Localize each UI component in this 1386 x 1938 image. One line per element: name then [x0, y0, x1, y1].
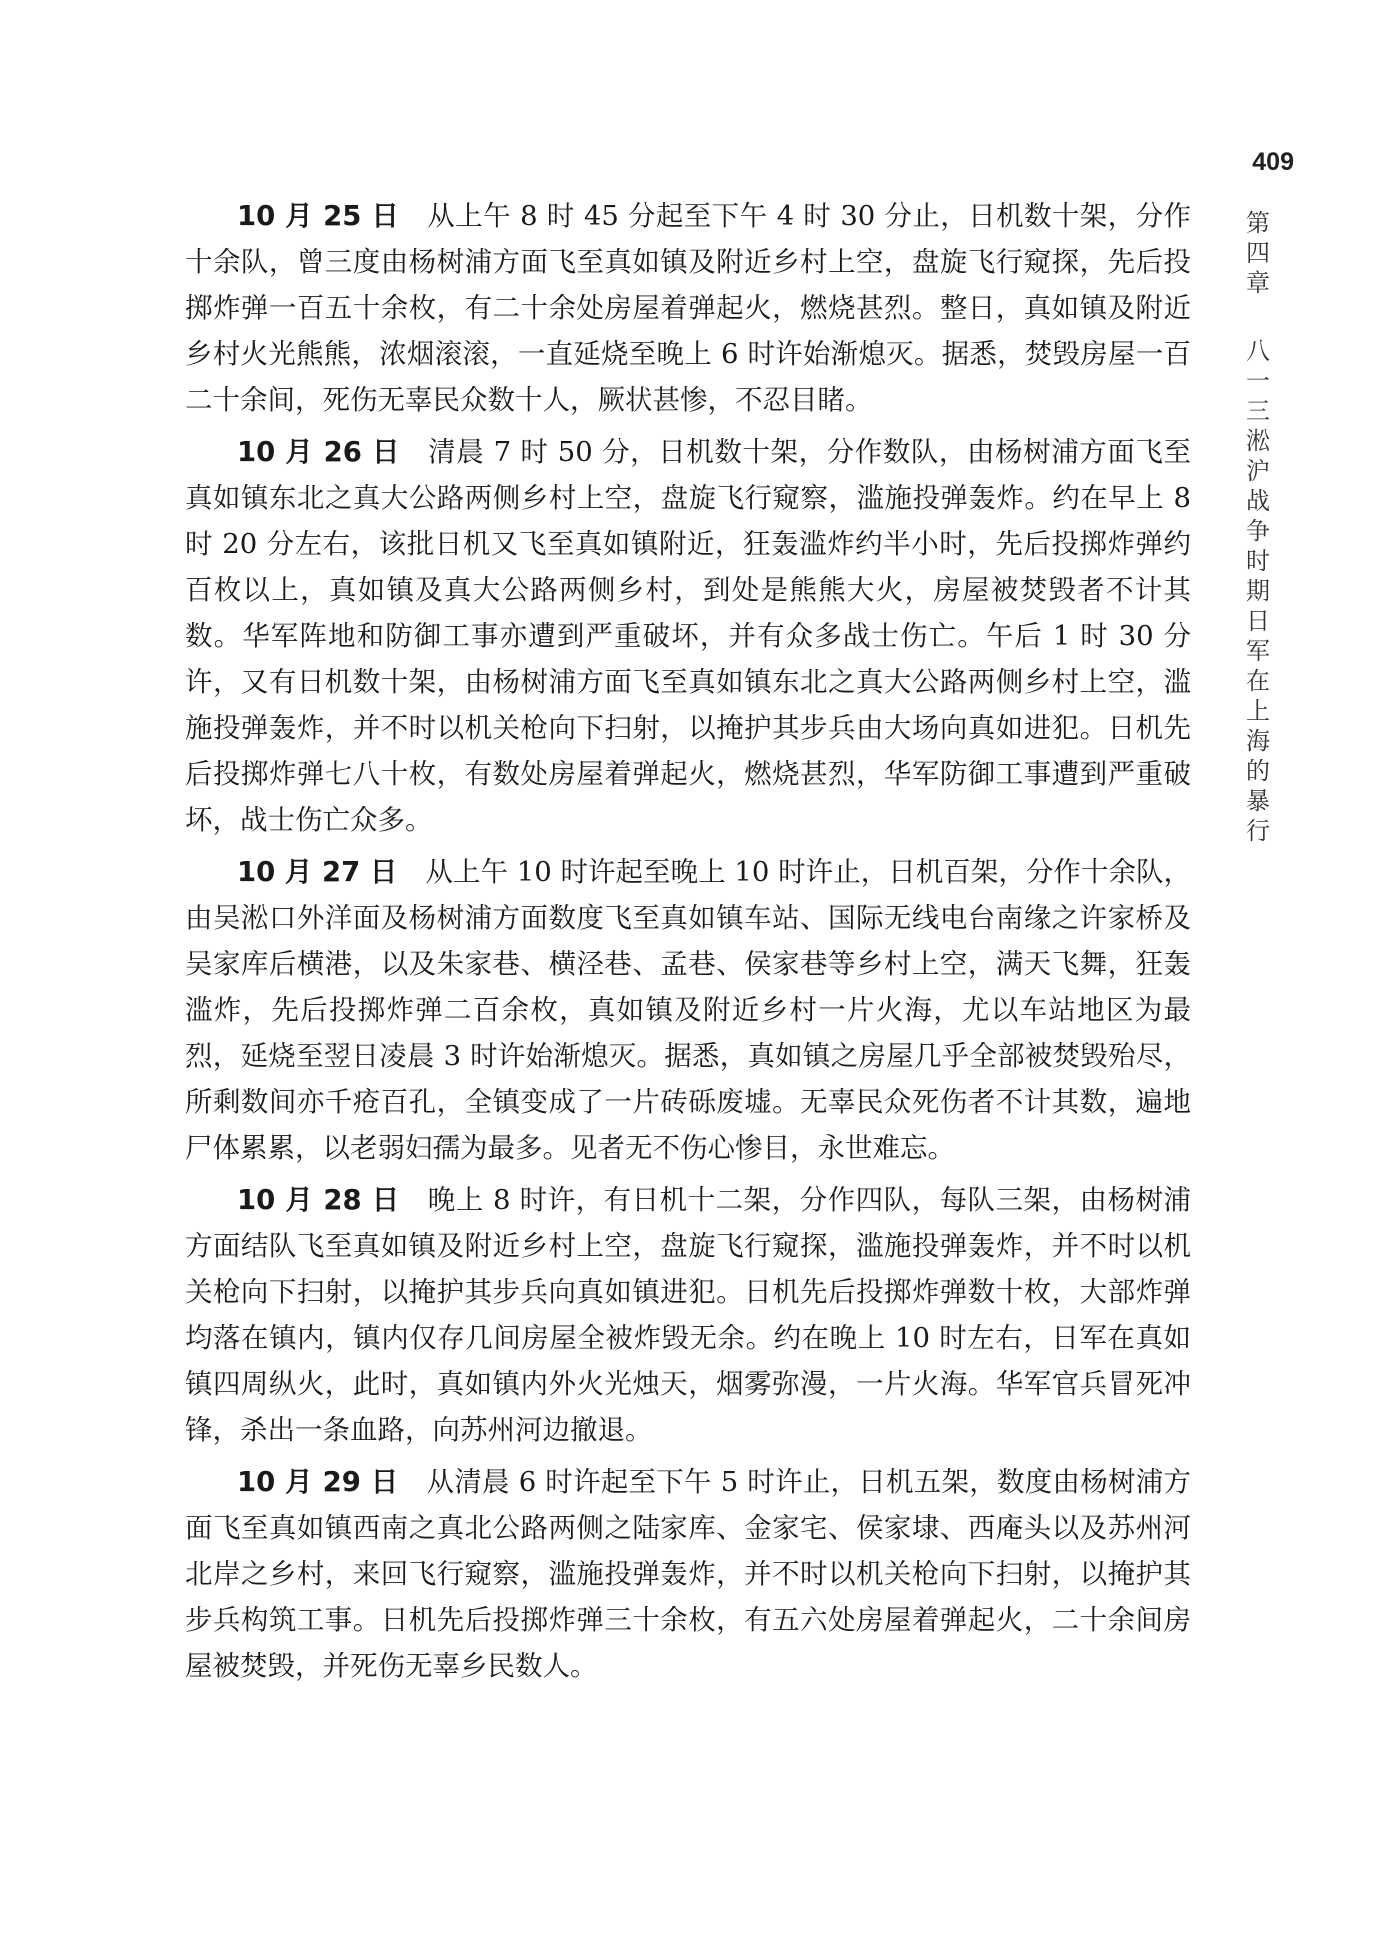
entry-oct-25	[185, 193, 1191, 423]
entry-text: 清晨 7 时 50 分，日机数十架，分作数队，由杨树浦方面飞至真如镇东北之真大公路两侧乡村上空，盘旋飞行窥察，滥施投弹轰炸。约在早上 8 时 20 分左右，该批日机又飞至真如镇附近，狂轰滥炸约半小时，先后投掷炸弹约百枚以上，真如镇及真大公路两侧乡村，到处是熊熊大火，房屋被焚毁者不计其数。华军阵地和防御工事亦遭到严重破坏，并有众多战士伤亡。午后 1 时 30 分许，又有日机数十架，由杨树浦方面飞至真如镇东北之真大公路两侧乡村上空，滥施投弹轰炸，并不时以机关枪向下扫射，以掩护其步兵由大场向真如进犯。日机先后投掷炸弹七八十枚，有数处房屋着弹起火，燃烧甚烈，华军防御工事遭到严重破坏，战士伤亡众多。	[185, 436, 1192, 836]
entry-date: 10 月 27 日	[237, 856, 398, 888]
entry-text: 从上午 8 时 45 分起至下午 4 时 30 分止，日机数十架，分作十余队，曾三度由杨树浦方面飞至真如镇及附近乡村上空，盘旋飞行窥探，先后投掷炸弹一百五十余枚，有二十余处房屋着弹起火，燃烧甚烈。整日，真如镇及附近乡村火光熊熊，浓烟滚滚，一直延烧至晚上 6 时许始渐熄灭。据悉，焚毁房屋一百二十余间，死伤无辜民众数十人，厥状甚惨，不忍目睹。	[185, 200, 1191, 416]
running-header	[1238, 208, 1278, 846]
entry-date: 10 月 26 日	[237, 436, 401, 468]
page-number: 409	[1252, 148, 1294, 176]
entry-text: 从上午 10 时许起至晚上 10 时许止，日机百架，分作十余队，由吴淞口外洋面及杨树浦方面数度飞至真如镇车站、国际无线电台南缘之许家桥及吴家库后横港，以及朱家巷、横泾巷、孟巷、侯家巷等乡村上空，满天飞舞，狂轰滥炸，先后投掷炸弹二百余枚，真如镇及附近乡村一片火海，尤以车站地区为最烈，延烧至翌日凌晨 3 时许始渐熄灭。据悉，真如镇之房屋几乎全部被焚毁殆尽，所剩数间亦千疮百孔，全镇变成了一片砖砾废墟。无辜民众死伤者不计其数，遍地尸体累累，以老弱妇孺为最多。见者无不伤心惨目，永世难忘。	[185, 856, 1191, 1164]
body-text	[185, 193, 1191, 1695]
entry-oct-27	[185, 849, 1191, 1171]
entry-text: 从清晨 6 时许起至下午 5 时许止，日机五架，数度由杨树浦方面飞至真如镇西南之真北公路两侧之陆家库、金家宅、侯家埭、西庵头以及苏州河北岸之乡村，来回飞行窥察，滥施投弹轰炸，并不时以机关枪向下扫射，以掩护其步兵构筑工事。日机先后投掷炸弹三十余枚，有五六处房屋着弹起火，二十余间房屋被焚毁，并死伤无辜乡民数人。	[185, 1466, 1191, 1682]
entry-oct-29	[185, 1459, 1191, 1689]
entry-oct-28	[185, 1177, 1191, 1453]
entry-date: 10 月 25 日	[237, 200, 400, 232]
chapter-label: 第四章	[1246, 209, 1270, 297]
entry-date: 10 月 28 日	[237, 1184, 400, 1216]
chapter-title: 八一三淞沪战争时期日军在上海的暴行	[1246, 337, 1270, 845]
entry-text: 晚上 8 时许，有日机十二架，分作四队，每队三架，由杨树浦方面结队飞至真如镇及附近乡村上空，盘旋飞行窥探，滥施投弹轰炸，并不时以机关枪向下扫射，以掩护其步兵向真如镇进犯。日机先后投掷炸弹数十枚，大部炸弹均落在镇内，镇内仅存几间房屋全被炸毁无余。约在晚上 10 时左右，日军在真如镇四周纵火，此时，真如镇内外火光烛天，烟雾弥漫，一片火海。华军官兵冒死冲锋，杀出一条血路，向苏州河边撤退。	[185, 1184, 1192, 1446]
entry-oct-26	[185, 429, 1191, 843]
entry-date: 10 月 29 日	[237, 1466, 399, 1498]
